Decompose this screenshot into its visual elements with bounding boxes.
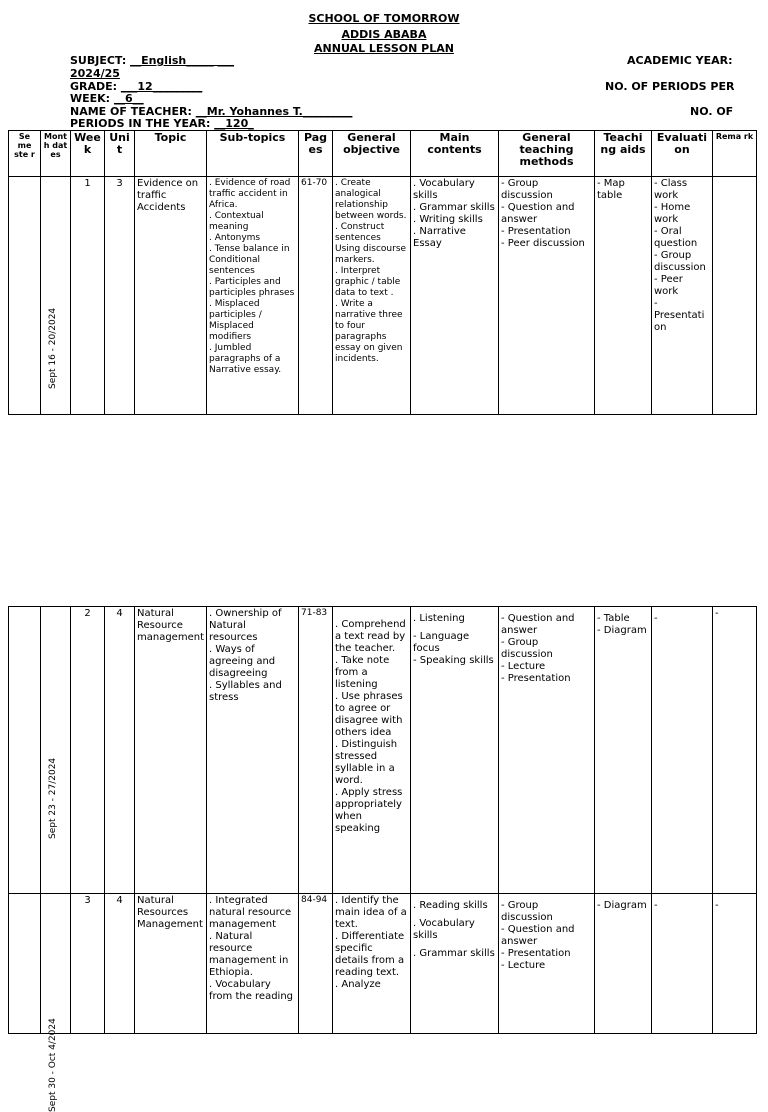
remark-cell: - — [713, 607, 757, 894]
subtopics-cell — [207, 607, 299, 894]
col-unit: Uni t — [105, 131, 135, 177]
methods-cell — [499, 894, 595, 1034]
school-name: SCHOOL OF TOMORROW — [308, 12, 460, 25]
col-topic: Topic — [135, 131, 207, 177]
contents-cell — [411, 177, 499, 415]
week-cell: 3 — [71, 894, 105, 1034]
list-item: - Oral question — [654, 226, 698, 249]
list-item: . Integrated natural resource management — [209, 895, 292, 930]
dates-text: Sept 16 - 20/2024 — [48, 307, 58, 389]
list-item: - Speaking skills — [413, 655, 494, 666]
contents-cell — [411, 607, 499, 894]
academic-year-label: ACADEMIC YEAR: — [627, 54, 733, 67]
list-item: - Peer discussion — [501, 238, 585, 249]
dates-cell — [41, 607, 71, 894]
topic-cell: Evidence on traffic Accidents — [135, 177, 207, 415]
list-item: . Distinguish stressed syllable in a word. — [335, 739, 398, 786]
lesson-plan-table-1 — [8, 130, 757, 415]
list-item: . Tense balance in Conditional sentences — [209, 244, 290, 276]
objective-cell — [333, 177, 411, 415]
list-item: - Peer work — [654, 274, 683, 297]
dates-text: Sept 23 - 27/2024 — [48, 757, 58, 839]
col-remark: Rema rk — [713, 131, 757, 177]
remark-cell: - — [713, 894, 757, 1034]
list-item: - Question and answer — [501, 613, 575, 636]
list-item: . Grammar skills — [413, 948, 495, 959]
unit-cell: 4 — [105, 894, 135, 1034]
list-item: . Apply stress appropriately when speaking — [335, 787, 403, 834]
col-aids: Teachi ng aids — [595, 131, 652, 177]
week-cell: 2 — [71, 607, 105, 894]
dates-text: Sept 30 - Oct 4/2024 — [48, 1018, 58, 1112]
evaluation-cell: - — [652, 607, 713, 894]
list-item: . Write a narrative three to four paragraphs essay on given incidents. — [335, 299, 403, 364]
periods-per-label: NO. OF PERIODS PER — [605, 80, 735, 93]
list-item: . Comprehend a text read by the teacher. — [335, 619, 406, 654]
col-methods: General teaching methods — [499, 131, 595, 177]
list-item: . Ways of agreeing and disagreeing — [209, 644, 276, 679]
periods-year-value: __120_ — [214, 117, 254, 130]
list-item: . Construct sentences Using discourse markers. — [335, 222, 407, 265]
aids-cell — [595, 894, 652, 1034]
col-main-contents: Main contents — [411, 131, 499, 177]
col-pages: Pag es — [299, 131, 333, 177]
list-item: . Use phrases to agree or disagree with others idea — [335, 691, 403, 738]
no-of-label: NO. OF — [690, 105, 734, 118]
list-item: - Group discussion — [501, 900, 553, 923]
list-item: - Map table — [597, 178, 625, 201]
topic-cell: Natural Resources Management — [135, 894, 207, 1034]
semester-cell — [9, 894, 41, 1034]
list-item: . Participles and participles phrases — [209, 277, 295, 298]
list-item: - Question and answer — [501, 202, 575, 225]
pages-cell: 71-83 — [299, 607, 333, 894]
col-month-dates: Mont h dat es — [41, 131, 71, 177]
remark-cell — [713, 177, 757, 415]
teacher-label: NAME OF TEACHER: — [70, 105, 192, 118]
week-value: __6__ — [113, 92, 144, 105]
evaluation-cell — [652, 177, 713, 415]
list-item: . Misplaced participles / Misplaced modifiers — [209, 299, 262, 342]
subject-line — [70, 55, 234, 67]
week-label: WEEK: — [70, 92, 111, 105]
list-item: - Question and answer — [501, 924, 575, 947]
periods-year-line — [70, 118, 254, 130]
list-item: . Antonyms — [209, 233, 261, 243]
list-item: . Jumbled paragraphs of a Narrative essay. — [209, 343, 282, 375]
unit-cell: 3 — [105, 177, 135, 415]
evaluation-cell: - — [652, 894, 713, 1034]
week-line — [70, 93, 144, 105]
week-cell: 1 — [71, 177, 105, 415]
subject-value: __English_____ ___ — [130, 54, 235, 67]
list-item: . Evidence of road traffic accident in Africa. — [209, 178, 291, 210]
semester-cell — [9, 607, 41, 894]
list-item: - Lecture — [501, 661, 546, 672]
objective-cell — [333, 894, 411, 1034]
list-item: - Home work — [654, 202, 691, 225]
unit-cell: 4 — [105, 607, 135, 894]
contents-cell — [411, 894, 499, 1034]
dates-cell — [41, 177, 71, 415]
list-item: . Take note from a listening — [335, 655, 390, 690]
academic-year-value: 2024/25 — [70, 67, 120, 80]
methods-cell — [499, 177, 595, 415]
list-item: . Vocabulary skills — [413, 178, 475, 201]
list-item: - Presentation — [501, 673, 571, 684]
table-row — [9, 177, 757, 415]
list-item: . Listening — [413, 613, 465, 624]
col-subtopics: Sub-topics — [207, 131, 299, 177]
semester-cell — [9, 177, 41, 415]
list-item: . Interpret graphic / table data to text . — [335, 266, 401, 298]
aids-cell — [595, 607, 652, 894]
table-row — [9, 894, 757, 1034]
list-item: - Presentation — [501, 948, 571, 959]
list-item: . Create analogical relationship between words. — [335, 178, 407, 221]
subtopics-cell — [207, 177, 299, 415]
list-item: - Presentation — [501, 226, 571, 237]
pages-cell: 84-94 — [299, 894, 333, 1034]
list-item: . Ownership of Natural resources — [209, 608, 282, 643]
list-item: - Lecture — [501, 960, 546, 971]
col-week: Wee k — [71, 131, 105, 177]
periods-year-label: PERIODS IN THE YEAR: — [70, 117, 211, 130]
list-item: - Diagram — [597, 625, 647, 636]
list-item: . Identify the main idea of a text. — [335, 895, 407, 930]
list-item: . Grammar skills — [413, 202, 495, 213]
list-item: - Presentation — [654, 298, 705, 333]
list-item: - Group discussion — [501, 637, 553, 660]
list-item: - Class work — [654, 178, 688, 201]
dates-cell — [41, 894, 71, 1112]
subtopics-cell — [207, 894, 299, 1034]
col-objective: General objective — [333, 131, 411, 177]
list-item: . Vocabulary skills — [413, 918, 475, 941]
subject-label: SUBJECT: — [70, 54, 127, 67]
lesson-plan-table-2 — [8, 606, 757, 1112]
list-item: . Writing skills — [413, 214, 483, 225]
header-row — [9, 131, 757, 177]
list-item: - Table — [597, 613, 630, 624]
aids-cell — [595, 177, 652, 415]
list-item: . Natural resource management in Ethiopia. — [209, 931, 289, 978]
list-item: - Group discussion — [501, 178, 553, 201]
list-item: - Group discussion — [654, 250, 706, 273]
topic-cell: Natural Resource management — [135, 607, 207, 894]
list-item: - Language focus — [413, 631, 470, 654]
city-name: ADDIS ABABA — [341, 28, 427, 41]
list-item: . Reading skills — [413, 900, 488, 911]
col-semester: Se me ste r — [9, 131, 41, 177]
col-evaluation: Evaluati on — [652, 131, 713, 177]
methods-cell — [499, 607, 595, 894]
pages-cell: 61-70 — [299, 177, 333, 415]
list-item: . Narrative Essay — [413, 226, 466, 249]
list-item: - Diagram — [597, 900, 647, 911]
grade-value: ___12_________ — [120, 80, 203, 93]
list-item: . Contextual meaning — [209, 211, 264, 232]
list-item: . Differentiate specific details from a reading text. — [335, 931, 405, 978]
objective-cell — [333, 607, 411, 894]
list-item: . Syllables and stress — [209, 680, 282, 703]
teacher-value: __Mr. Yohannes T._________ — [195, 105, 353, 118]
list-item: . Vocabulary from the reading — [209, 979, 294, 1002]
plan-title: ANNUAL LESSON PLAN — [314, 42, 454, 55]
table-row — [9, 607, 757, 894]
grade-label: GRADE: — [70, 80, 118, 93]
list-item: . Analyze — [335, 979, 381, 990]
